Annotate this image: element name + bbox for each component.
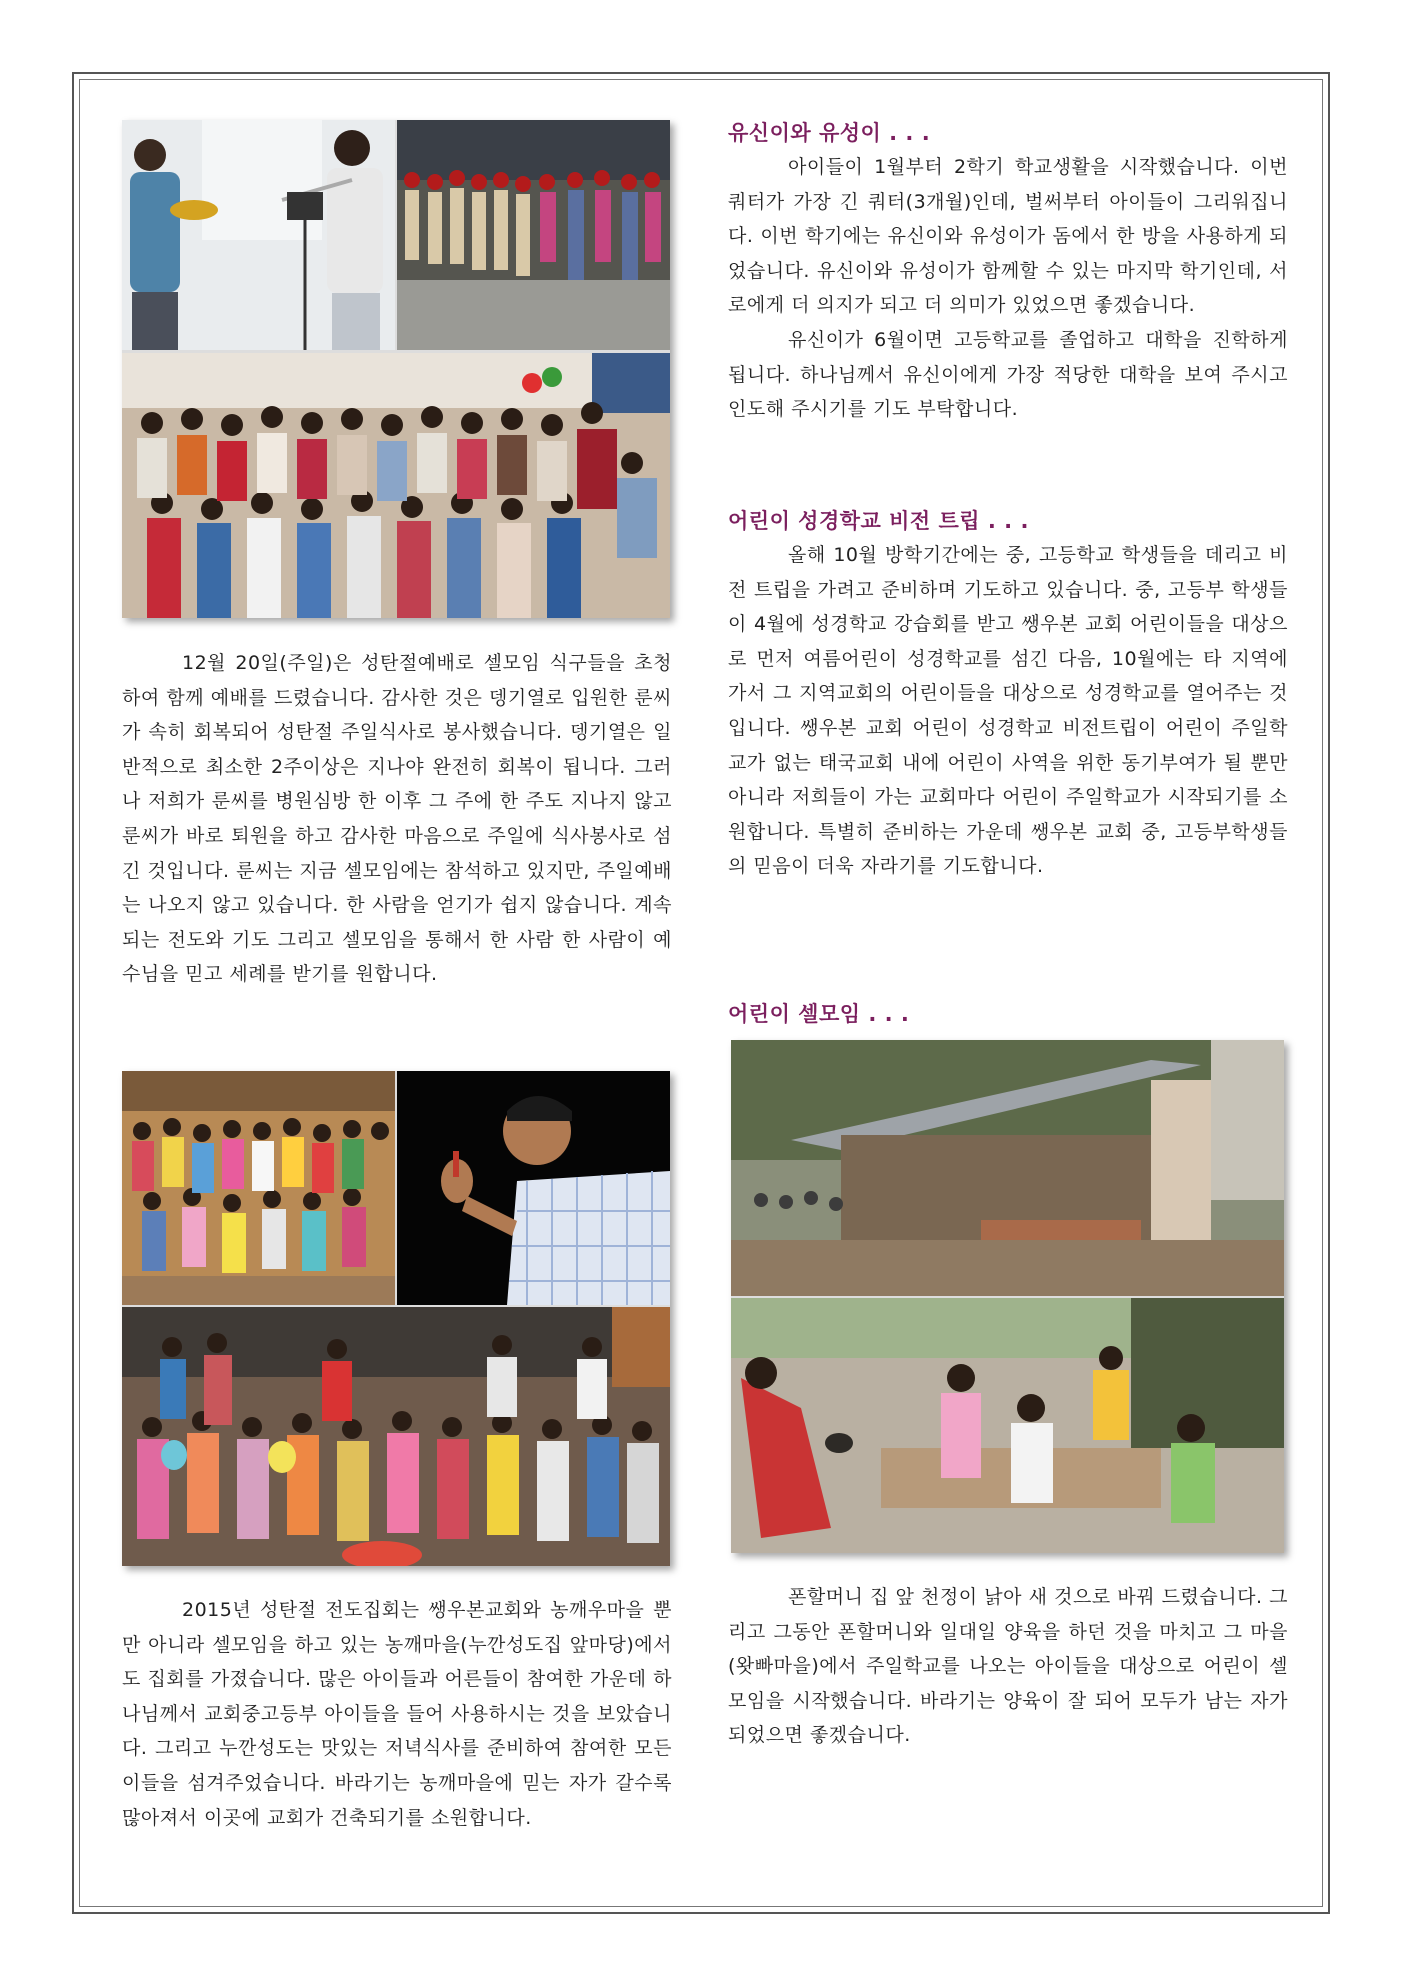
section-2-container — [728, 538, 1288, 884]
left-paragraph-1-container — [122, 646, 672, 992]
section-1-container — [728, 150, 1288, 427]
preacher-photo — [397, 1071, 670, 1305]
congregation-group-photo — [122, 353, 670, 618]
section-2-paragraph-1: 올해 10월 방학기간에는 중, 고등학교 학생들을 데리고 비전 트립을 가려고 준비하며 기도하고 있습니다. 중, 고등부 학생들이 4월에 성경학교 강습회를 받고 쌩우본 교회 어린이들을 대상으로 먼저 여름어린이 성경학교를 섬긴 다음, 10월에는 타 지역에 가서 그 지역교회의 어린이들을 대상으로 성경학교를 열어주는 것입니다. 쌩우본 교회 어린이 성경학교 비전트립이 어린이 주일학교가 없는 태국교회 내에 어린이 사역을 위한 동기부여가 될 뿐만 아니라 저희들이 가는 교회마다 어린이 주일학교가 시작되기를 소원합니다. 특별히 준비하는 가운데 쌩우본 교회 중, 고등부학생들의 믿음이 더욱 자라기를 기도합니다. — [728, 544, 1288, 878]
left-paragraph-2: 2015년 성탄절 전도집회는 쌩우본교회와 농깨우마을 뿐만 아니라 셀모임을 하고 있는 농깨마을(누깐성도집 앞마당)에서도 집회를 가졌습니다. 많은 아이들과 어른들이 참여한 가운데 하나님께서 교회중고등부 아이들을 들어 사용하시는 것을 보았습니다. 그리고 누깐성도는 맛있는 저녁식사를 준비하여 참여한 모든 이들을 섬겨주었습니다. 바라기는 농깨마을에 믿는 자가 갈수록 많아져서 이곳에 교회가 건축되기를 소원합니다. — [122, 1599, 672, 1829]
left-paragraph-1: 12월 20일(주일)은 성탄절예배로 셀모임 식구들을 초청하여 함께 예배를 드렸습니다. 감사한 것은 뎅기열로 입원한 룬씨가 속히 회복되어 성탄절 주일식사로 봉사했습니다. 뎅기열은 일반적으로 최소한 2주이상은 지나야 완전히 회복이 됩니다. 그러나 저희가 룬씨를 병원심방 한 이후 그 주에 한 주도 지나지 않고 룬씨가 바로 퇴원을 하고 감사한 마음으로 주일에 식사봉사로 섬긴 것입니다. 룬씨는 지금 셀모임에는 참석하고 있지만, 주일예배는 나오지 않고 있습니다. 한 사람을 얻기가 쉽지 않습니다. 계속되는 전도와 기도 그리고 셀모임을 통해서 한 사람 한 사람이 예수님을 믿고 세례를 받기를 원합니다. — [122, 652, 672, 986]
house-ceiling-photo — [731, 1040, 1284, 1296]
carol-singers-photo — [397, 120, 670, 350]
children-cell-photo-collage — [731, 1040, 1284, 1553]
section-3-container — [728, 1580, 1288, 1753]
christmas-photo-collage — [122, 120, 670, 618]
section-1-paragraph-2: 유신이가 6월이면 고등학교를 졸업하고 대학을 진학하게 됩니다. 하나님께서 유신이에게 가장 적당한 대학을 보여 주시고 인도해 주시기를 기도 부탁합니다. — [728, 328, 1288, 421]
music-performance-photo — [122, 120, 395, 350]
section-3-paragraph-1: 폰할머니 집 앞 천정이 낡아 새 것으로 바꿔 드렸습니다. 그리고 그동안 폰할머니와 일대일 양육을 하던 것을 마치고 그 마을(왓빠마을)에서 주일학교를 나오는 아이들을 대상으로 어린이 셀모임을 시작했습니다. 바라기는 양육이 잘 되어 모두가 남는 자가 되었으면 좋겠습니다. — [728, 1586, 1288, 1747]
section-heading-yusin-yusung: 유신이와 유성이 . . . — [728, 121, 931, 145]
section-heading-children-cell: 어린이 셀모임 . . . — [728, 1002, 910, 1026]
section-heading-vision-trip: 어린이 성경학교 비전 트립 . . . — [728, 509, 1029, 533]
evangelism-photo-collage — [122, 1071, 670, 1566]
section-1-paragraph-1: 아이들이 1월부터 2학기 학교생활을 시작했습니다. 이번 쿼터가 가장 긴 쿼터(3개월)인데, 벌써부터 아이들이 그리워집니다. 이번 학기에는 유신이와 유성이가 돔에서 한 방을 사용하게 되었습니다. 유신이와 유성이가 함께할 수 있는 마지막 학기인데, 서로에게 더 의지가 되고 더 의미가 있었으면 좋겠습니다. — [728, 156, 1288, 317]
left-paragraph-2-container — [122, 1593, 672, 1835]
outdoor-children-group-photo — [122, 1071, 395, 1305]
night-gathering-photo — [122, 1307, 670, 1566]
children-cell-meeting-photo — [731, 1298, 1284, 1553]
